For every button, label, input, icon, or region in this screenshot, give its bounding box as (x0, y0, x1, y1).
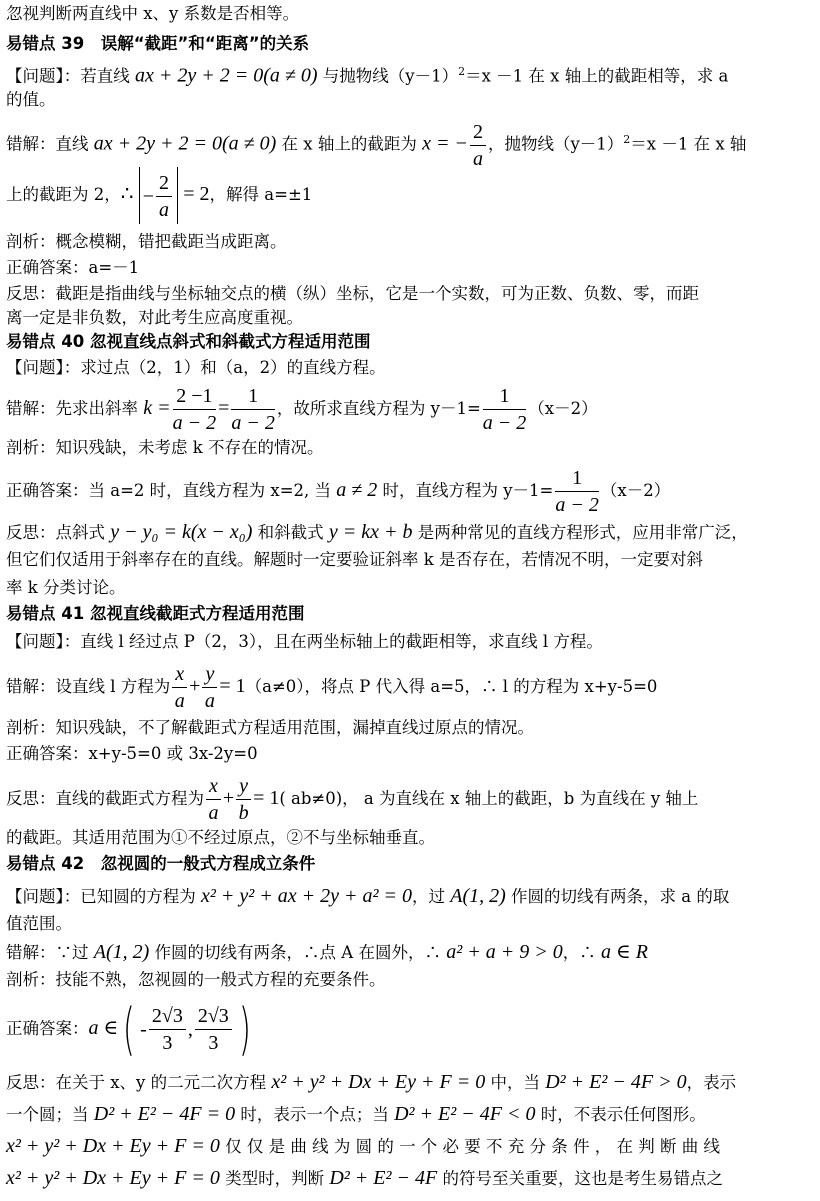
fraction (156, 170, 172, 223)
superscript: 2 (623, 133, 631, 146)
reflection-39: 反思：截距是指曲线与坐标轴交点的横（纵）坐标，它是一个实数，可为正数、负数、零，而距 (6, 284, 699, 303)
fraction (173, 383, 217, 436)
fraction (149, 1003, 186, 1056)
text-span: 正确答案： (6, 1019, 89, 1038)
plus-sign: + (189, 675, 201, 697)
numerator: 1 (231, 383, 275, 410)
math-expression: A(1, 2) (93, 941, 150, 963)
text-span: ，表示 (686, 1073, 737, 1092)
reflection-39-cont: 离一定是非负数，对此考生应高度重视。 (6, 308, 303, 327)
denominator: a (208, 802, 219, 824)
numerator: 2 (470, 119, 486, 146)
math-expression: y − y₀ = k(x − x₀) (110, 521, 253, 543)
wrong-solution-39 (6, 112, 746, 173)
reflection-42-cont (6, 1102, 706, 1127)
numerator: 1 (555, 465, 599, 492)
fraction (195, 1003, 232, 1056)
right-paren: ) (238, 996, 251, 1062)
text-span: 反思：直线的截距式方程为 (6, 789, 204, 808)
text-span: 时，直线方程为 y－1= (377, 481, 554, 500)
text-span: ＝x －1 在 x 轴 (630, 134, 747, 154)
math-expression: = 1 (253, 787, 280, 809)
math-expression: ax + 2y + 2 = 0(a ≠ 0) (135, 64, 318, 87)
problem-39 (6, 60, 728, 89)
reflection-41-cont: 的截距。其适用范围为①不经过原点，②不与坐标轴垂直。 (6, 828, 435, 847)
text-span: 时，不表示任何图形。 (535, 1105, 706, 1124)
answer-41: 正确答案：x+y-5=0 或 3x-2y=0 (6, 744, 258, 763)
math-expression: A(1, 2) (450, 885, 506, 907)
text-span: 反思：在关于 x、y 的二元二次方程 (6, 1073, 272, 1092)
text-span: ，∴ (562, 943, 601, 962)
fraction (202, 661, 217, 714)
text-span: 类型时，判断 (219, 1169, 330, 1188)
minus-sign: − (142, 185, 155, 208)
math-expression: D² + E² − 4F (329, 1167, 438, 1189)
text-span: ，故所求直线方程为 y－1= (276, 399, 481, 418)
text-span: 【问题】：已知圆的方程为 (6, 887, 201, 906)
denominator: a (472, 147, 483, 170)
plus-sign: + (222, 787, 235, 809)
text-span: 在 x 轴上的截距为 (276, 134, 423, 154)
math-expression: a ∈ R (600, 941, 648, 963)
section-heading-41: 易错点 41 忽视直线截距式方程适用范围 (6, 604, 305, 623)
problem-42 (6, 884, 729, 909)
reflection-40-cont: 但它们仅适用于斜率存在的直线。解题时一定要验证斜率 k 是否存在，若情况不明，一定要对斜 (6, 550, 703, 569)
text-span: 仅 仅 是 曲 线 为 圆 的 一 个 必 要 不 充 分 条 件 ， 在 判 断 曲 线 (219, 1137, 720, 1156)
analysis-42: 剖析：技能不熟，忽视圆的一般式方程的充要条件。 (6, 970, 386, 989)
denominator: a − 2 (482, 412, 527, 434)
denominator: a (174, 690, 185, 712)
text-span: 是两种常见的直线方程形式，应用非常广泛， (412, 523, 748, 542)
text-span: 和斜截式 (252, 523, 329, 542)
text-span: ，抛物线（y－1） (487, 134, 624, 154)
denominator: a − 2 (231, 412, 275, 434)
numerator: x (206, 773, 221, 800)
text-span: ，解得 a=±1 (209, 185, 313, 204)
answer-42 (6, 996, 256, 1062)
math-expression: = 1 (219, 675, 246, 697)
numerator: y (236, 773, 251, 800)
math-expression: = 2 (183, 183, 210, 205)
text-span: 上的截距为 2， (6, 185, 121, 204)
fraction (206, 773, 221, 826)
text-line: 值范围。 (6, 914, 72, 933)
math-expression: y = kx + b (328, 521, 413, 543)
wrong-solution-42 (6, 940, 648, 965)
math-expression: ax + 2y + 2 = 0(a ≠ 0) (93, 132, 277, 155)
denominator: a (159, 198, 170, 221)
denominator: 3 (162, 1032, 173, 1054)
math-expression: a ∈ (88, 1017, 119, 1039)
wrong-solution-40 (6, 380, 598, 437)
numerator: 1 (483, 383, 527, 410)
section-heading-42: 易错点 42 忽视圆的一般式方程成立条件 (6, 854, 316, 873)
math-expression: a ≠ 2 (336, 479, 378, 501)
equals-sign: = (218, 397, 230, 419)
math-expression: x² + y² + Dx + Ey + F = 0 (6, 1167, 220, 1189)
problem-40: 【问题】：求过点（2，1）和（a，2）的直线方程。 (6, 358, 386, 377)
text-span: （x－2） (528, 399, 598, 418)
analysis-39: 剖析：概念模糊，错把截距当成距离。 (6, 232, 287, 251)
fraction (470, 119, 486, 172)
numerator: 2 −1 (173, 383, 217, 410)
fraction (555, 465, 599, 518)
minus-sign: - (140, 1018, 147, 1041)
denominator: a (204, 690, 215, 712)
superscript: 2 (458, 65, 466, 78)
fraction (236, 773, 251, 826)
analysis-40: 剖析：知识残缺，未考虑 k 不存在的情况。 (6, 438, 324, 457)
section-heading-40: 易错点 40 忽视直线点斜式和斜截式方程适用范围 (6, 332, 371, 351)
reflection-40 (6, 520, 748, 545)
text-span: 错解：直线 (6, 134, 94, 154)
left-paren: ( (123, 996, 136, 1062)
reflection-42-cont (6, 1166, 723, 1191)
math-expression: x² + y² + Dx + Ey + F = 0 (271, 1071, 486, 1093)
math-expression: D² + E² − 4F > 0 (545, 1071, 687, 1093)
text-span: （a≠0），将点 P 代入得 a=5，∴ l 的方程为 x+y-5=0 (245, 677, 658, 696)
text-span: ＝x －1 在 x 轴上的截距相等，求 a (465, 66, 729, 86)
problem-41: 【问题】：直线 l 经过点 P（2，3），且在两坐标轴上的截距相等，求直线 l 方程。 (6, 632, 603, 651)
reflection-41 (6, 770, 698, 827)
text-span: （x－2） (600, 481, 671, 500)
wrong-solution-39-cont (6, 166, 312, 224)
text-span: 错解：设直线 l 方程为 (6, 677, 171, 696)
answer-39: 正确答案：a=－1 (6, 258, 140, 277)
reflection-42 (6, 1070, 736, 1095)
denominator: 3 (208, 1032, 219, 1054)
absolute-value (139, 167, 178, 224)
text-line: 的值。 (6, 90, 56, 109)
text-span: 正确答案：当 a=2 时，直线方程为 x=2, 当 (6, 481, 337, 500)
text-span: 作圆的切线有两条，∴点 A 在圆外，∴ (149, 943, 447, 962)
text-span: 作圆的切线有两条，求 a 的取 (505, 887, 730, 906)
wrong-solution-41 (6, 658, 657, 715)
numerator: x (172, 661, 187, 688)
denominator: a − 2 (555, 494, 599, 516)
numerator: 2√3 (149, 1003, 186, 1030)
math-expression: D² + E² − 4F < 0 (394, 1103, 536, 1125)
text-span: 的符号至关重要，这也是考生易错点之 (437, 1169, 723, 1188)
reflection-42-cont (6, 1134, 720, 1159)
section-heading-39: 易错点 39 误解“截距”和“距离”的关系 (6, 34, 310, 53)
math-expression: x² + y² + Dx + Ey + F = 0 (6, 1135, 220, 1157)
text-span: 错解：先求出斜率 (6, 399, 144, 418)
text-span: 【问题】：若直线 (6, 66, 135, 86)
denominator: a − 2 (172, 412, 217, 434)
answer-40 (6, 462, 670, 519)
text-line: 忽视判断两直线中 x、y 系数是否相等。 (6, 4, 300, 23)
fraction (231, 383, 275, 436)
fraction (172, 661, 187, 714)
text-span: 中，当 (485, 1073, 546, 1092)
fraction (483, 383, 527, 436)
analysis-41: 剖析：知识残缺，不了解截距式方程适用范围，漏掉直线过原点的情况。 (6, 718, 534, 737)
numerator: 2 (156, 170, 172, 197)
text-span: ，过 (411, 887, 451, 906)
math-expression: x = − (422, 132, 468, 155)
text-span: 与抛物线（y－1） (317, 66, 459, 86)
numerator: y (202, 661, 217, 688)
denominator: b (238, 802, 249, 824)
text-span: 时，表示一个点；当 (235, 1105, 395, 1124)
numerator: 2√3 (195, 1003, 232, 1030)
math-expression: a² + a + 9 > 0 (446, 941, 563, 963)
therefore-symbol: ∴ (120, 183, 134, 205)
math-expression: k = (143, 397, 171, 419)
text-span: 反思：点斜式 (6, 523, 111, 542)
comma: , (187, 1018, 193, 1041)
math-expression: x² + y² + ax + 2y + a² = 0 (201, 885, 412, 907)
text-span: ( ab≠0)， a 为直线在 x 轴上的截距，b 为直线在 y 轴上 (279, 789, 699, 808)
reflection-40-cont: 率 k 分类讨论。 (6, 578, 126, 597)
text-span: 一个圆；当 (6, 1105, 94, 1124)
text-span: 错解：∵过 (6, 943, 94, 962)
math-expression: D² + E² − 4F = 0 (93, 1103, 236, 1125)
